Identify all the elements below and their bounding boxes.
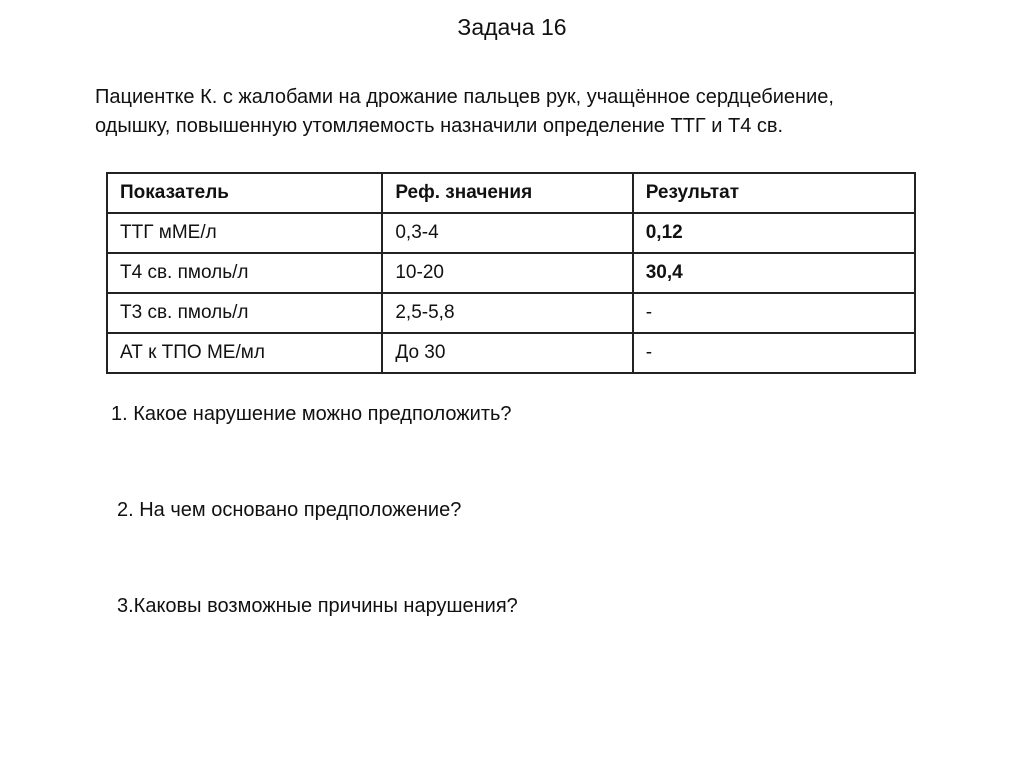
cell-result: -: [633, 333, 915, 373]
lab-results-table: [106, 172, 916, 374]
cell-result: 30,4: [633, 253, 915, 293]
question-1: 1. Какое нарушение можно предположить?: [111, 403, 512, 425]
header-reference: Реф. значения: [382, 173, 632, 213]
cell-indicator: Т3 св. пмоль/л: [107, 293, 382, 333]
slide-title: Задача 16: [457, 14, 567, 40]
table-row: [107, 293, 915, 333]
cell-result: 0,12: [633, 213, 915, 253]
cell-indicator: Т4 св. пмоль/л: [107, 253, 382, 293]
table-row: [107, 333, 915, 373]
case-description-line: Пациентке К. с жалобами на дрожание пальцев рук, учащённое сердцебиение,: [95, 86, 834, 108]
cell-reference: 10-20: [382, 253, 632, 293]
question-2: 2. На чем основано предположение?: [117, 499, 462, 521]
cell-reference: 2,5-5,8: [382, 293, 632, 333]
case-description-line: одышку, повышенную утомляемость назначили определение ТТГ и Т4 св.: [95, 115, 784, 137]
header-result: Результат: [633, 173, 915, 213]
header-indicator: Показатель: [107, 173, 382, 213]
cell-indicator: ТТГ мМЕ/л: [107, 213, 382, 253]
case-description: [95, 83, 995, 141]
cell-result: -: [633, 293, 915, 333]
table-row: [107, 253, 915, 293]
cell-reference: До 30: [382, 333, 632, 373]
table-row: [107, 213, 915, 253]
question-3: 3.Каковы возможные причины нарушения?: [117, 595, 518, 617]
cell-reference: 0,3-4: [382, 213, 632, 253]
table-header-row: [107, 173, 915, 213]
cell-indicator: АТ к ТПО МЕ/мл: [107, 333, 382, 373]
